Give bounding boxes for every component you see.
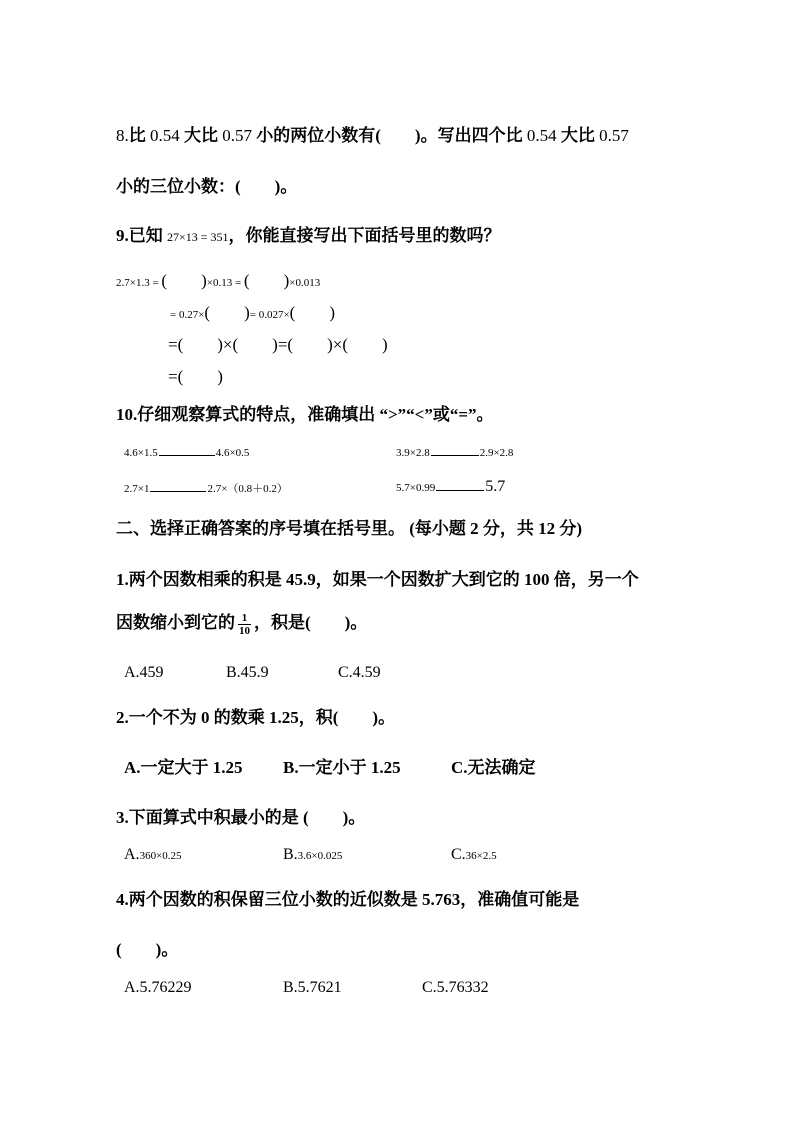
c3-option-b[interactable]: B.3.6×0.025 bbox=[283, 846, 343, 863]
c1-option-c[interactable]: C.4.59 bbox=[338, 664, 381, 681]
c3-stem: 3.下面算式中积最小的是 ( )。 bbox=[116, 808, 366, 827]
q9-given-equation: 27×13 = 351 bbox=[167, 230, 229, 244]
c2-option-c[interactable]: C.无法确定 bbox=[451, 758, 536, 777]
q10-item-2: 3.9×2.8 2.9×2.8 bbox=[396, 447, 514, 459]
c1-line2: 因数缩小到它的 $\frac{1}{10}$ ，积是( )。 bbox=[116, 611, 368, 637]
c4-line2: ( )。 bbox=[116, 940, 179, 959]
section2-heading: 二、选择正确答案的序号填在括号里。 (每小题 2 分，共 12 分) bbox=[116, 519, 583, 538]
c2-stem: 2.一个不为 0 的数乘 1.25，积( )。 bbox=[116, 708, 396, 727]
c1-option-a[interactable]: A.459 bbox=[124, 664, 164, 681]
c2-option-a[interactable]: A.一定大于 1.25 bbox=[124, 758, 243, 777]
q8-line2: 小的三位小数：( )。 bbox=[116, 177, 298, 196]
c1-option-b[interactable]: B.45.9 bbox=[226, 664, 269, 681]
q10-item-3: 2.7×1 2.7×（0.8＋0.2） bbox=[124, 483, 288, 495]
q8-line1: 8.比 0.54 大比 0.57 小的两位小数有( )。写出四个比 0.54 大比 0.57 bbox=[116, 126, 629, 145]
q9-title: 9.已知 27×13 = 351，你能直接写出下面括号里的数吗？ bbox=[116, 226, 501, 245]
c4-line1: 4.两个因数的积保留三位小数的近似数是 5.763，准确值可能是 bbox=[116, 890, 580, 909]
c3-option-a[interactable]: A.360×0.25 bbox=[124, 846, 182, 863]
q9-row4: =( ) bbox=[168, 367, 223, 386]
q9-row2: = 0.27×( )= 0.027×( ) bbox=[170, 303, 335, 322]
q9-row3: =( )×( )=( )×( ) bbox=[168, 335, 388, 354]
q9-row1: 2.7×1.3 = ( )×0.13 = ( )×0.013 bbox=[116, 271, 321, 290]
c1-line1: 1.两个因数相乘的积是 45.9，如果一个因数扩大到它的 100 倍，另一个 bbox=[116, 570, 639, 589]
c4-option-b[interactable]: B.5.7621 bbox=[283, 979, 342, 996]
q10-title: 10.仔细观察算式的特点，准确填出 “>”“<”或“=”。 bbox=[116, 405, 494, 424]
answer-blank[interactable] bbox=[150, 490, 206, 492]
q10-item-4: 5.7×0.99 5.7 bbox=[396, 478, 506, 495]
answer-blank[interactable] bbox=[436, 489, 484, 491]
c4-option-a[interactable]: A.5.76229 bbox=[124, 979, 192, 996]
answer-blank[interactable] bbox=[159, 454, 215, 456]
c4-option-c[interactable]: C.5.76332 bbox=[422, 979, 489, 996]
c3-option-c[interactable]: C.36×2.5 bbox=[451, 846, 497, 863]
q10-item-1: 4.6×1.5 4.6×0.5 bbox=[124, 447, 250, 459]
answer-blank[interactable] bbox=[431, 454, 479, 456]
fraction: $\frac{1}{10}$ bbox=[239, 611, 250, 637]
c2-option-b[interactable]: B.一定小于 1.25 bbox=[283, 758, 401, 777]
